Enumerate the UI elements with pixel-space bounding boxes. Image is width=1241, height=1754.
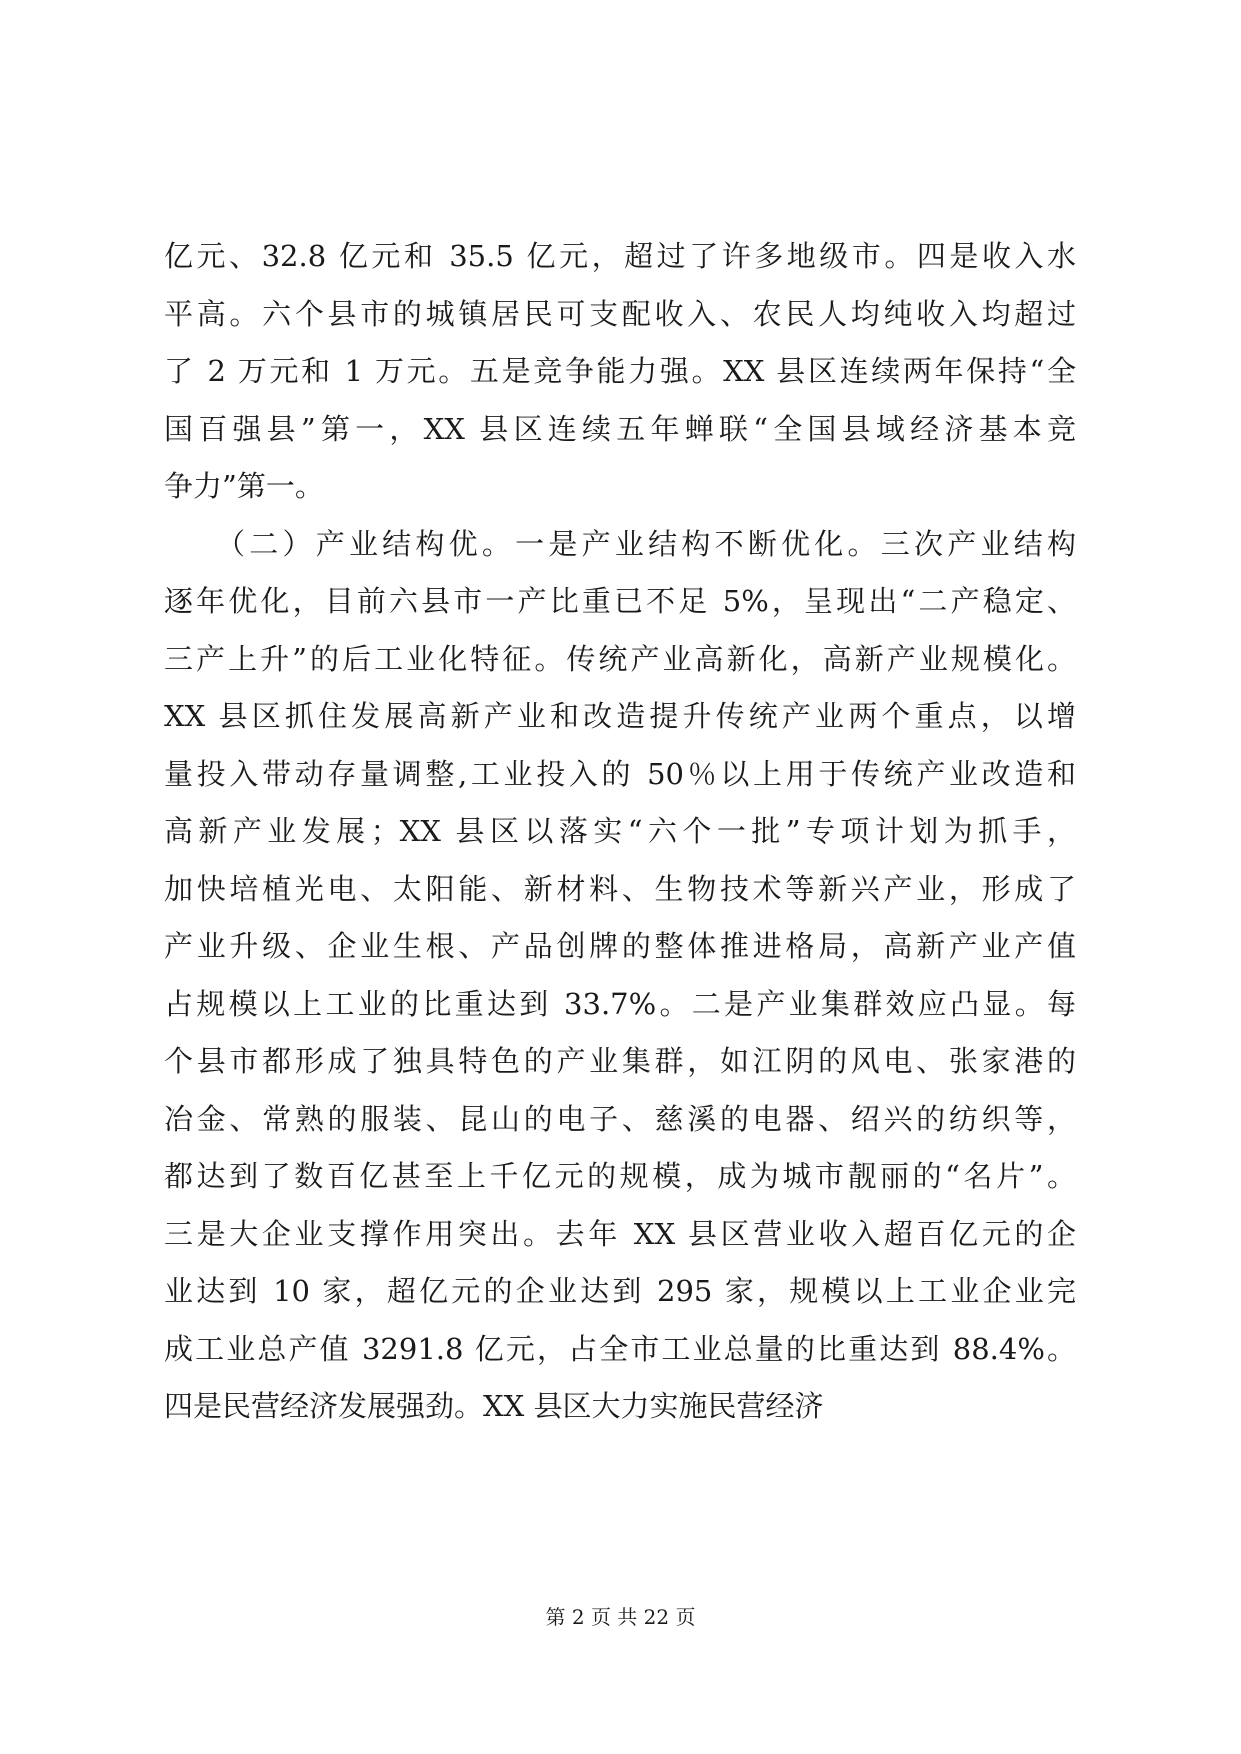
text-line: 个县市都形成了独具特色的产业集群，如江阴的风电、张家港的	[164, 1044, 1076, 1078]
text-line: （二）产业结构优。一是产业结构不断优化。三次产业结构	[164, 526, 1076, 561]
text-line: 冶金、常熟的服装、昆山的电子、慈溪的电器、绍兴的纺织等，	[164, 1101, 1076, 1136]
text-line: 成工业总产值 3291.8 亿元，占全市工业总量的比重达到 88.4%。	[164, 1331, 1076, 1366]
text-line: 加快培植光电、太阳能、新材料、生物技术等新兴产业，形成了	[164, 871, 1076, 906]
text-line: 业达到 10 家，超亿元的企业达到 295 家，规模以上工业企业完	[164, 1274, 1076, 1308]
text-line: 三是大企业支撑作用突出。去年 XX 县区营业收入超百亿元的企	[164, 1216, 1076, 1251]
text-line: 产业升级、企业生根、产品创牌的整体推进格局，高新产业产值	[164, 929, 1076, 963]
text-line: 平高。六个县市的城镇居民可支配收入、农民人均纯收入均超过	[164, 296, 1076, 331]
text-line: 亿元、32.8 亿元和 35.5 亿元，超过了许多地级市。四是收入水	[164, 239, 1076, 273]
text-line: 三产上升”的后工业化特征。传统产业高新化，高新产业规模化。	[164, 641, 1076, 676]
text-line: 量投入带动存量调整,工业投入的 50％以上用于传统产业改造和	[164, 756, 1076, 791]
text-line: 四是民营经济发展强劲。XX 县区大力实施民营经济	[164, 1389, 824, 1423]
text-line: XX 县区抓住发展高新产业和改造提升传统产业两个重点，以增	[164, 699, 1076, 733]
text-line: 逐年优化，目前六县市一产比重已不足 5%，呈现出“二产稳定、	[164, 584, 1076, 618]
body-text	[164, 228, 1076, 1436]
text-line: 高新产业发展；XX 县区以落实“六个一批”专项计划为抓手，	[164, 814, 1076, 848]
page-number-footer: 第 2 页 共 22 页	[545, 1605, 696, 1629]
text-line: 都达到了数百亿甚至上千亿元的规模，成为城市靓丽的“名片”。	[164, 1159, 1076, 1193]
text-line: 国百强县”第一，XX 县区连续五年蝉联“全国县域经济基本竞	[164, 411, 1076, 446]
text-line: 占规模以上工业的比重达到 33.7%。二是产业集群效应凸显。每	[164, 986, 1076, 1021]
text-line: 争力”第一。	[164, 469, 324, 503]
text-line: 了 2 万元和 1 万元。五是竞争能力强。XX 县区连续两年保持“全	[164, 354, 1076, 388]
